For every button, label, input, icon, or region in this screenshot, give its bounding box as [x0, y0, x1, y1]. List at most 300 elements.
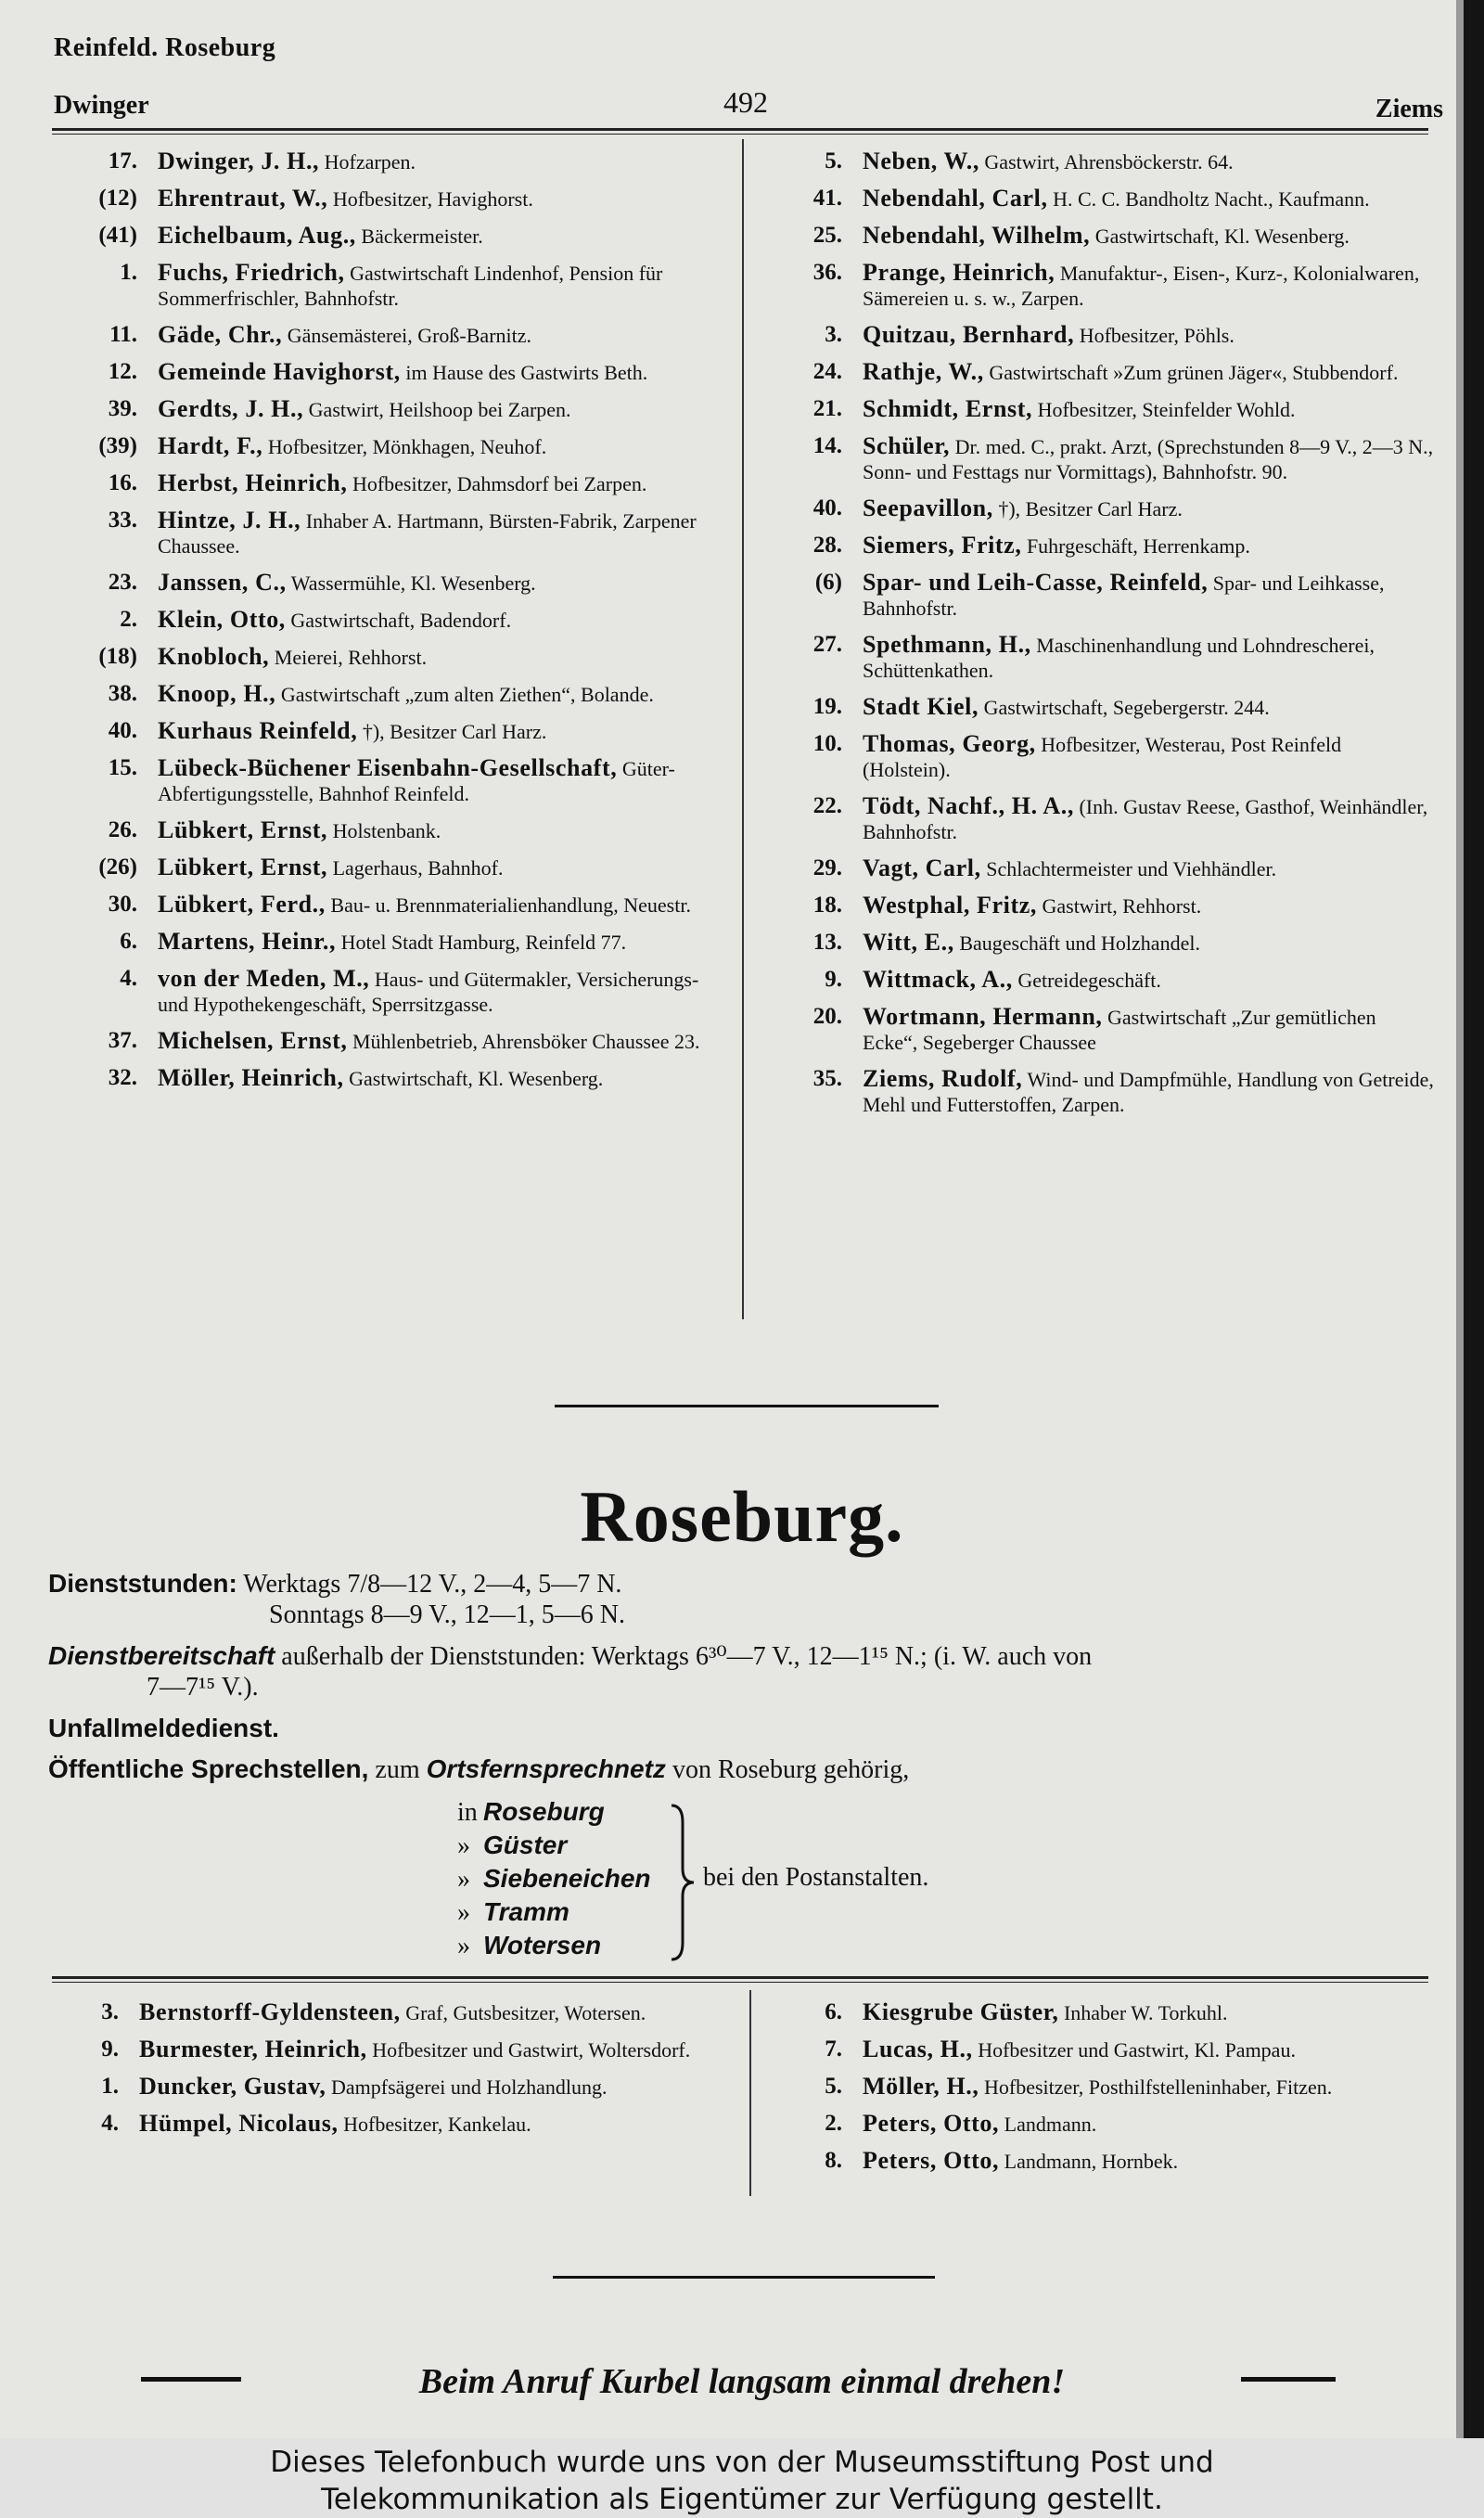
listing-name: Schmidt, Ernst,	[863, 395, 1033, 422]
listing-description: Meierei, Rehhorst.	[274, 646, 428, 669]
listing-name: Rathje, W.,	[863, 358, 984, 385]
listing-name: Möller, Heinrich,	[158, 1064, 344, 1091]
listing-name: Vagt, Carl,	[863, 854, 981, 881]
listing-description: Manufaktur-, Eisen-, Kurz-, Kolonialwaren, Sämereien u. s. w., Zarpen.	[863, 262, 1420, 310]
listing-number: 9.	[825, 967, 842, 992]
place-name: Güster	[483, 1831, 568, 1859]
listing-text	[863, 632, 1434, 683]
listing-name: Janssen, C.,	[158, 569, 287, 596]
listing-number: 21.	[812, 396, 842, 421]
listing-entry	[759, 223, 1434, 249]
listing-entry	[54, 507, 731, 559]
listing-text	[158, 892, 731, 918]
listing-name: Gerdts, J. H.,	[158, 395, 304, 422]
listing-entry	[759, 260, 1434, 311]
place-row	[457, 1895, 651, 1929]
listing-text	[139, 2036, 733, 2062]
listing-description: Landmann.	[1004, 2113, 1097, 2136]
listing-text	[863, 533, 1434, 559]
listing-description: Landmann, Hornbek.	[1004, 2150, 1179, 2173]
place-row	[457, 1829, 651, 1862]
listing-description: Baugeschäft und Holzhandel.	[959, 931, 1200, 955]
listing-text	[158, 570, 731, 596]
listing-entry	[35, 2074, 733, 2100]
listing-number: 16.	[108, 470, 137, 495]
listing-description: Hofbesitzer, Dahmsdorf bei Zarpen.	[352, 472, 647, 495]
listing-entry	[35, 2111, 733, 2137]
listing-text	[863, 1066, 1434, 1117]
listing-description: Gastwirtschaft Lindenhof, Pension für Sommerfrischler, Bahnhofstr.	[158, 262, 663, 310]
listing-number: 2.	[825, 2111, 842, 2136]
listing-description: (Inh. Gustav Reese, Gasthof, Weinhändler, Bahnhofstr.	[863, 795, 1428, 843]
listing-entry	[54, 929, 731, 955]
listing-name: Witt, E.,	[863, 929, 954, 956]
listing-description: Gastwirt, Rehhorst.	[1042, 894, 1202, 918]
listing-number: 30.	[108, 892, 137, 917]
listing-name: Nebendahl, Wilhelm,	[863, 222, 1091, 249]
listing-description: Gastwirtschaft, Segebergerstr. 244.	[983, 696, 1270, 719]
page-number: 492	[723, 85, 768, 119]
listing-number: 4.	[120, 966, 137, 991]
listing-entry	[759, 731, 1434, 782]
listing-description: Hofzarpen.	[324, 150, 416, 173]
header-rule	[52, 128, 1428, 135]
listing-text	[158, 186, 731, 212]
listing-text	[158, 148, 731, 174]
listing-number: 1.	[120, 260, 137, 285]
listing-entry	[759, 1066, 1434, 1117]
listing-number: 12.	[108, 359, 137, 384]
listing-name: Spar- und Leih-Casse, Reinfeld,	[863, 569, 1209, 596]
bereitschaft-label: Dienstbereitschaft	[48, 1641, 275, 1670]
listing-number: 15.	[108, 755, 137, 780]
listing-text	[158, 1065, 731, 1091]
listing-name: Lucas, H.,	[863, 2036, 973, 2062]
listing-text	[158, 470, 731, 496]
listing-entry	[759, 2074, 1434, 2100]
listing-number: 7.	[825, 2036, 842, 2062]
listing-text	[158, 681, 731, 707]
listing-description: Gastwirtschaft, Badendorf.	[290, 609, 512, 632]
listing-name: Fuchs, Friedrich,	[158, 259, 345, 286]
place-name: Wotersen	[483, 1931, 602, 1959]
listing-text	[863, 2111, 1434, 2137]
dienststunden-label: Dienststunden:	[48, 1569, 237, 1598]
listing-number: (41)	[98, 223, 137, 248]
listing-name: von der Meden, M.,	[158, 965, 370, 992]
listing-name: Michelsen, Ernst,	[158, 1027, 348, 1054]
guide-word-left: Dwinger	[54, 91, 149, 120]
listing-description: Maschinenhandlung und Lohndrescherei, Schüttenkathen.	[863, 634, 1375, 682]
listing-entry	[759, 322, 1434, 348]
listing-entry	[54, 359, 731, 385]
listing-entry	[54, 718, 731, 744]
listing-number: 41.	[812, 186, 842, 211]
listing-text	[158, 607, 731, 633]
listing-text	[158, 322, 731, 348]
listing-entry	[54, 644, 731, 670]
listing-number: 11.	[109, 322, 137, 347]
listing-description: Inhaber W. Torkuhl.	[1063, 2001, 1228, 2024]
listing-description: Dr. med. C., prakt. Arzt, (Sprechstunden 8—9 V., 2—3 N., Sonn- und Festtags nur Vormittags), Bahnhofstr. 90.	[863, 435, 1434, 483]
guide-word-right: Ziems	[1375, 95, 1443, 123]
listing-description: Gastwirtschaft „zum alten Ziethen“, Bolande.	[280, 683, 654, 706]
sprechstellen-text-2: von Roseburg gehörig,	[672, 1755, 910, 1784]
place-prefix: »	[457, 1898, 470, 1927]
listing-text	[863, 2074, 1434, 2100]
roseburg-left-column	[35, 1999, 733, 2148]
listing-number: 5.	[825, 148, 842, 173]
listing-entry	[54, 607, 731, 633]
listing-description: Hofbesitzer, Kankelau.	[343, 2113, 531, 2136]
listing-number: 20.	[812, 1004, 842, 1029]
listing-entry	[759, 148, 1434, 174]
listing-text	[139, 2111, 733, 2137]
listing-description: Hofbesitzer und Gastwirt, Kl. Pampau.	[978, 2038, 1296, 2062]
listing-number: 25.	[812, 223, 842, 248]
listing-text	[158, 817, 731, 843]
footer-note: Beim Anruf Kurbel langsam einmal drehen!	[418, 2362, 1066, 2401]
listing-description: Inhaber A. Hartmann, Bürsten-Fabrik, Zarpener Chaussee.	[158, 509, 697, 558]
listing-number: 39.	[108, 396, 137, 421]
place-prefix: »	[457, 1831, 470, 1860]
listing-name: Knoop, H.,	[158, 680, 276, 707]
listing-text	[863, 223, 1434, 249]
listing-description: Hotel Stadt Hamburg, Reinfeld 77.	[340, 931, 627, 954]
page-edge-shadow	[1456, 0, 1464, 2438]
running-header: Reinfeld. Roseburg	[54, 33, 276, 62]
listing-description: Lagerhaus, Bahnhof.	[332, 856, 504, 880]
listing-number: 36.	[812, 260, 842, 285]
listing-text	[863, 186, 1434, 212]
listing-text	[863, 1004, 1434, 1055]
listing-text	[158, 755, 731, 806]
listing-entry	[759, 186, 1434, 212]
caption-line-2: Telekommunikation als Eigentümer zur Verfügung gestellt.	[321, 2483, 1163, 2516]
place-row	[457, 1862, 651, 1895]
listing-entry	[759, 570, 1434, 621]
roseburg-right-column	[759, 1999, 1434, 2185]
listing-text	[863, 694, 1434, 720]
listing-entry	[54, 570, 731, 596]
listing-text	[863, 148, 1434, 174]
listing-number: 3.	[101, 1999, 119, 2024]
listing-name: Stadt Kiel,	[863, 693, 979, 720]
listing-entry	[759, 396, 1434, 422]
place-name: Siebeneichen	[483, 1864, 651, 1893]
listing-number: 40.	[812, 495, 842, 520]
listing-name: Thomas, Georg,	[863, 730, 1036, 757]
listing-description: Bäckermeister.	[361, 225, 483, 248]
listing-text	[158, 507, 731, 559]
reinfeld-left-column	[54, 148, 731, 1102]
listing-number: 10.	[812, 731, 842, 756]
sprechstellen	[48, 1754, 909, 1786]
listing-entry	[54, 186, 731, 212]
sprechstellen-text-1: zum	[375, 1755, 420, 1784]
reinfeld-right-column	[759, 148, 1434, 1128]
listing-name: Martens, Heinr.,	[158, 928, 337, 955]
listing-number: 6.	[120, 929, 137, 954]
listing-text	[863, 967, 1434, 993]
listing-number: 4.	[101, 2111, 119, 2136]
listing-name: Neben, W.,	[863, 148, 979, 174]
listing-text	[863, 495, 1434, 521]
dienststunden	[48, 1568, 621, 1600]
listing-number: 28.	[812, 533, 842, 558]
listing-entry	[759, 2148, 1434, 2174]
listing-description: im Hause des Gastwirts Beth.	[405, 361, 648, 384]
listing-text	[863, 396, 1434, 422]
listing-text	[863, 433, 1434, 484]
listing-entry	[759, 632, 1434, 683]
listing-text	[158, 359, 731, 385]
listing-name: Spethmann, H.,	[863, 631, 1031, 658]
listing-entry	[54, 223, 731, 249]
listing-text	[158, 854, 731, 880]
listing-text	[863, 359, 1434, 385]
listing-entry	[54, 148, 731, 174]
listing-text	[158, 929, 731, 955]
listing-description: Fuhrgeschäft, Herrenkamp.	[1026, 534, 1250, 558]
listing-text	[863, 930, 1434, 956]
place-name: Roseburg	[483, 1797, 605, 1826]
listing-number: (26)	[98, 854, 137, 880]
listing-entry	[759, 694, 1434, 720]
listing-number: 8.	[825, 2148, 842, 2173]
listing-description: Hofbesitzer, Mönkhagen, Neuhof.	[267, 435, 547, 458]
listing-text	[158, 396, 731, 422]
listing-text	[158, 718, 731, 744]
listing-number: 2.	[120, 607, 137, 632]
listing-entry	[759, 893, 1434, 919]
brace-icon	[668, 1804, 696, 1961]
listing-text	[863, 322, 1434, 348]
listing-name: Herbst, Heinrich,	[158, 469, 348, 496]
listing-description: Haus- und Gütermakler, Versicherungs- und Hypothekengeschäft, Sperrsitzgasse.	[158, 968, 699, 1016]
section-separator-2	[553, 2276, 935, 2279]
listing-number: (39)	[98, 433, 137, 458]
listing-name: Hintze, J. H.,	[158, 507, 301, 533]
listing-name: Kiesgrube Güster,	[863, 1998, 1059, 2025]
listing-number: 9.	[101, 2036, 119, 2062]
dienststunden-sonntags: Sonntags 8—9 V., 12—1, 5—6 N.	[269, 1600, 626, 1629]
listing-text	[158, 1028, 731, 1054]
listing-description: †), Besitzer Carl Harz.	[998, 497, 1183, 520]
listing-text	[863, 1999, 1434, 2025]
sprechstellen-places	[457, 1795, 651, 1962]
dienststunden-werktags: Werktags 7/8—12 V., 2—4, 5—7 N.	[243, 1570, 622, 1599]
listing-text	[863, 855, 1434, 881]
listing-entry	[54, 681, 731, 707]
listing-description: Holstenbank.	[332, 819, 441, 842]
bereitschaft-text-cont: 7—7¹⁵ V.).	[147, 1673, 259, 1702]
listing-text	[863, 260, 1434, 311]
listing-description: Gastwirtschaft, Kl. Wesenberg.	[1094, 225, 1350, 248]
listing-name: Schüler,	[863, 432, 951, 459]
listing-number: 3.	[825, 322, 842, 347]
listing-name: Wittmack, A.,	[863, 966, 1013, 993]
roseburg-column-divider	[749, 1990, 751, 2196]
listing-text	[863, 731, 1434, 782]
listing-text	[863, 793, 1434, 844]
roseburg-rule	[52, 1976, 1428, 1983]
listing-entry	[54, 854, 731, 880]
section-separator	[555, 1405, 939, 1407]
listing-name: Lübkert, Ernst,	[158, 854, 328, 880]
place-name: Tramm	[483, 1897, 569, 1926]
listing-text	[158, 260, 731, 311]
listing-name: Hardt, F.,	[158, 432, 263, 459]
listing-entry	[35, 2036, 733, 2062]
listing-name: Dwinger, J. H.,	[158, 148, 320, 174]
listing-text	[139, 2074, 733, 2100]
sprechstellen-netz: Ortsfernsprechnetz	[426, 1754, 666, 1783]
listing-description: Gastwirt, Ahrensböckerstr. 64.	[984, 150, 1234, 173]
listing-name: Hümpel, Nicolaus,	[139, 2110, 339, 2137]
listing-number: 24.	[812, 359, 842, 384]
listing-description: Hofbesitzer, Havighorst.	[332, 187, 533, 211]
listing-description: Hofbesitzer, Westerau, Post Reinfeld (Holstein).	[863, 733, 1342, 781]
listing-entry	[759, 2111, 1434, 2137]
listing-entry	[54, 1065, 731, 1091]
section-title: Roseburg.	[580, 1476, 904, 1557]
listing-name: Ziems, Rudolf,	[863, 1065, 1023, 1092]
listing-entry	[759, 967, 1434, 993]
listing-entry	[759, 1999, 1434, 2025]
listing-number: 19.	[812, 694, 842, 719]
listing-name: Lübeck-Büchener Eisenbahn-Gesellschaft,	[158, 754, 618, 781]
listing-description: Gastwirtschaft »Zum grünen Jäger«, Stubbendorf.	[989, 361, 1399, 384]
listing-name: Duncker, Gustav,	[139, 2073, 326, 2100]
listing-entry	[54, 396, 731, 422]
listing-name: Tödt, Nachf., H. A.,	[863, 792, 1074, 819]
listing-number: 17.	[108, 148, 137, 173]
listing-text	[158, 433, 731, 459]
listing-number: 1.	[101, 2074, 119, 2099]
listing-description: Gastwirtschaft, Kl. Wesenberg.	[349, 1067, 604, 1090]
listing-name: Kurhaus Reinfeld,	[158, 717, 358, 744]
listing-entry	[759, 930, 1434, 956]
listing-entry	[54, 817, 731, 843]
listing-entry	[759, 433, 1434, 484]
listing-number: (6)	[814, 570, 842, 595]
listing-number: 29.	[812, 855, 842, 880]
listing-entry	[759, 855, 1434, 881]
listing-number: 32.	[108, 1065, 137, 1090]
place-row	[457, 1795, 651, 1829]
listing-description: Bau- u. Brennmaterialienhandlung, Neuestr.	[330, 893, 691, 917]
listing-number: 38.	[108, 681, 137, 706]
listing-entry	[54, 892, 731, 918]
dienstbereitschaft	[48, 1640, 1430, 1673]
listing-number: 18.	[812, 893, 842, 918]
listing-entry	[54, 470, 731, 496]
listing-name: Wortmann, Hermann,	[863, 1003, 1103, 1030]
listing-text	[863, 2148, 1434, 2174]
listing-description: Hofbesitzer, Posthilfstelleninhaber, Fitzen.	[984, 2075, 1333, 2099]
listing-description: Gastwirtschaft „Zur gemütlichen Ecke“, Segeberger Chaussee	[863, 1006, 1376, 1054]
listing-name: Knobloch,	[158, 643, 270, 670]
listing-entry	[759, 533, 1434, 559]
listing-number: 22.	[812, 793, 842, 818]
listing-name: Gemeinde Havighorst,	[158, 358, 401, 385]
listing-number: 23.	[108, 570, 137, 595]
listing-description: Graf, Gutsbesitzer, Wotersen.	[405, 2001, 646, 2024]
listing-description: Mühlenbetrieb, Ahrensböker Chaussee 23.	[352, 1030, 700, 1053]
listing-number: 40.	[108, 718, 137, 743]
copyright-caption	[0, 2438, 1484, 2518]
listing-number: (12)	[98, 186, 137, 211]
listing-text	[863, 893, 1434, 919]
listing-name: Gäde, Chr.,	[158, 321, 283, 348]
listing-description: †), Besitzer Carl Harz.	[362, 720, 547, 743]
listing-name: Klein, Otto,	[158, 606, 286, 633]
listing-entry	[759, 359, 1434, 385]
place-row	[457, 1929, 651, 1962]
listing-entry	[759, 1004, 1434, 1055]
listing-text	[863, 570, 1434, 621]
listing-name: Burmester, Heinrich,	[139, 2036, 367, 2062]
listing-description: Gastwirt, Heilshoop bei Zarpen.	[308, 398, 571, 421]
listing-name: Lübkert, Ernst,	[158, 816, 328, 843]
listing-name: Lübkert, Ferd.,	[158, 891, 326, 918]
listing-entry	[54, 260, 731, 311]
listing-name: Seepavillon,	[863, 495, 993, 521]
listing-description: Wassermühle, Kl. Wesenberg.	[290, 572, 536, 595]
listing-description: Spar- und Leihkasse, Bahnhofstr.	[863, 572, 1385, 620]
listing-number: 35.	[812, 1066, 842, 1091]
listing-description: Dampfsägerei und Holzhandlung.	[331, 2075, 608, 2099]
sprechstellen-label: Öffentliche Sprechstellen,	[48, 1754, 369, 1783]
listing-entry	[54, 966, 731, 1017]
listing-number: 13.	[812, 930, 842, 955]
listing-entry	[759, 793, 1434, 844]
listing-entry	[54, 755, 731, 806]
listing-description: Güter-Abfertigungsstelle, Bahnhof Reinfeld.	[158, 757, 675, 805]
listing-name: Peters, Otto,	[863, 2147, 1000, 2174]
unfallmeldedienst: Unfallmeldedienst.	[48, 1714, 279, 1742]
listing-description: Wind- und Dampfmühle, Handlung von Getreide, Mehl und Futterstoffen, Zarpen.	[863, 1068, 1434, 1116]
footer-dash-right	[1241, 2377, 1336, 2382]
listing-text	[158, 966, 731, 1017]
listing-entry	[54, 433, 731, 459]
page-edge	[1464, 0, 1484, 2438]
listing-number: 6.	[825, 1999, 842, 2024]
listing-name: Quitzau, Bernhard,	[863, 321, 1075, 348]
listing-text	[863, 2036, 1434, 2062]
listing-description: H. C. C. Bandholtz Nacht., Kaufmann.	[1053, 187, 1370, 211]
listing-name: Prange, Heinrich,	[863, 259, 1055, 286]
listing-name: Peters, Otto,	[863, 2110, 1000, 2137]
listing-name: Eichelbaum, Aug.,	[158, 222, 356, 249]
listing-text	[139, 1999, 733, 2025]
listing-description: Schlachtermeister und Viehhändler.	[986, 857, 1277, 880]
listing-description: Gänsemästerei, Groß-Barnitz.	[287, 324, 532, 347]
bereitschaft-text: außerhalb der Dienststunden: Werktags 6³⁰—7 V., 12—1¹⁵ N.; (i. W. auch von	[281, 1642, 1093, 1671]
listing-description: Hofbesitzer, Steinfelder Wohld.	[1037, 398, 1296, 421]
listing-entry	[54, 1028, 731, 1054]
caption-line-1: Dieses Telefonbuch wurde uns von der Museumsstiftung Post und	[270, 2446, 1214, 2479]
listing-text	[158, 644, 731, 670]
listing-name: Nebendahl, Carl,	[863, 185, 1048, 212]
listing-description: Hofbesitzer, Pöhls.	[1079, 324, 1235, 347]
listing-number: 5.	[825, 2074, 842, 2099]
listing-entry	[35, 1999, 733, 2025]
place-prefix: in	[457, 1798, 478, 1827]
listing-entry	[759, 2036, 1434, 2062]
listing-number: (18)	[98, 644, 137, 669]
